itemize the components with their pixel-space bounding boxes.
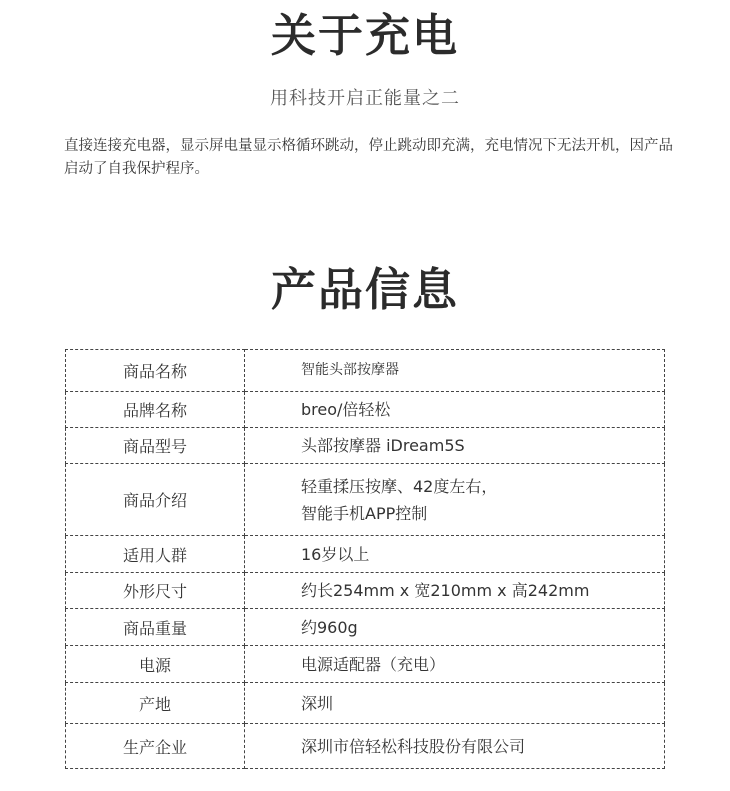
table-row xyxy=(66,350,665,392)
product-info-table-container xyxy=(65,349,665,769)
row-value: 约长254mm x 宽210mm x 高242mm xyxy=(245,573,665,609)
row-value: 深圳市倍轻松科技股份有限公司 xyxy=(245,724,665,769)
table-row xyxy=(66,609,665,646)
row-value: 16岁以上 xyxy=(245,536,665,573)
row-value: 电源适配器（充电） xyxy=(245,646,665,683)
row-label: 电源 xyxy=(66,646,245,683)
product-info-title: 产品信息 xyxy=(270,263,459,316)
row-label: 商品介绍 xyxy=(66,464,245,536)
table-row xyxy=(66,536,665,573)
charging-description: 直接连接充电器，显示屏电量显示格循环跳动，停止跳动即充满，充电情况下无法开机，因产品启动了自我保护程序。 xyxy=(64,138,673,177)
row-label: 商品重量 xyxy=(66,609,245,646)
row-value: 头部按摩器 iDream5S xyxy=(245,428,665,464)
row-value: 约960g xyxy=(245,609,665,646)
row-value-line: 智能手机APP控制 xyxy=(301,503,428,523)
row-label: 外形尺寸 xyxy=(66,573,245,609)
row-value: 深圳 xyxy=(245,683,665,724)
charging-section-title: 关于充电 xyxy=(270,9,459,62)
row-label: 品牌名称 xyxy=(66,392,245,428)
row-label: 商品名称 xyxy=(66,350,245,392)
table-row xyxy=(66,724,665,769)
row-value-line: 轻重揉压按摩、42度左右， xyxy=(301,476,498,496)
table-row xyxy=(66,573,665,609)
charging-section-subtitle: 用科技开启正能量之二 xyxy=(270,88,460,109)
table-row xyxy=(66,428,665,464)
row-label: 适用人群 xyxy=(66,536,245,573)
product-info-table xyxy=(65,349,665,769)
table-row xyxy=(66,646,665,683)
table-row xyxy=(66,683,665,724)
row-value: 智能头部按摩器 xyxy=(245,350,665,392)
table-row xyxy=(66,464,665,536)
row-value: breo/倍轻松 xyxy=(245,392,665,428)
row-label: 商品型号 xyxy=(66,428,245,464)
row-label: 生产企业 xyxy=(66,724,245,769)
table-row xyxy=(66,392,665,428)
row-value xyxy=(245,464,665,536)
row-label: 产地 xyxy=(66,683,245,724)
